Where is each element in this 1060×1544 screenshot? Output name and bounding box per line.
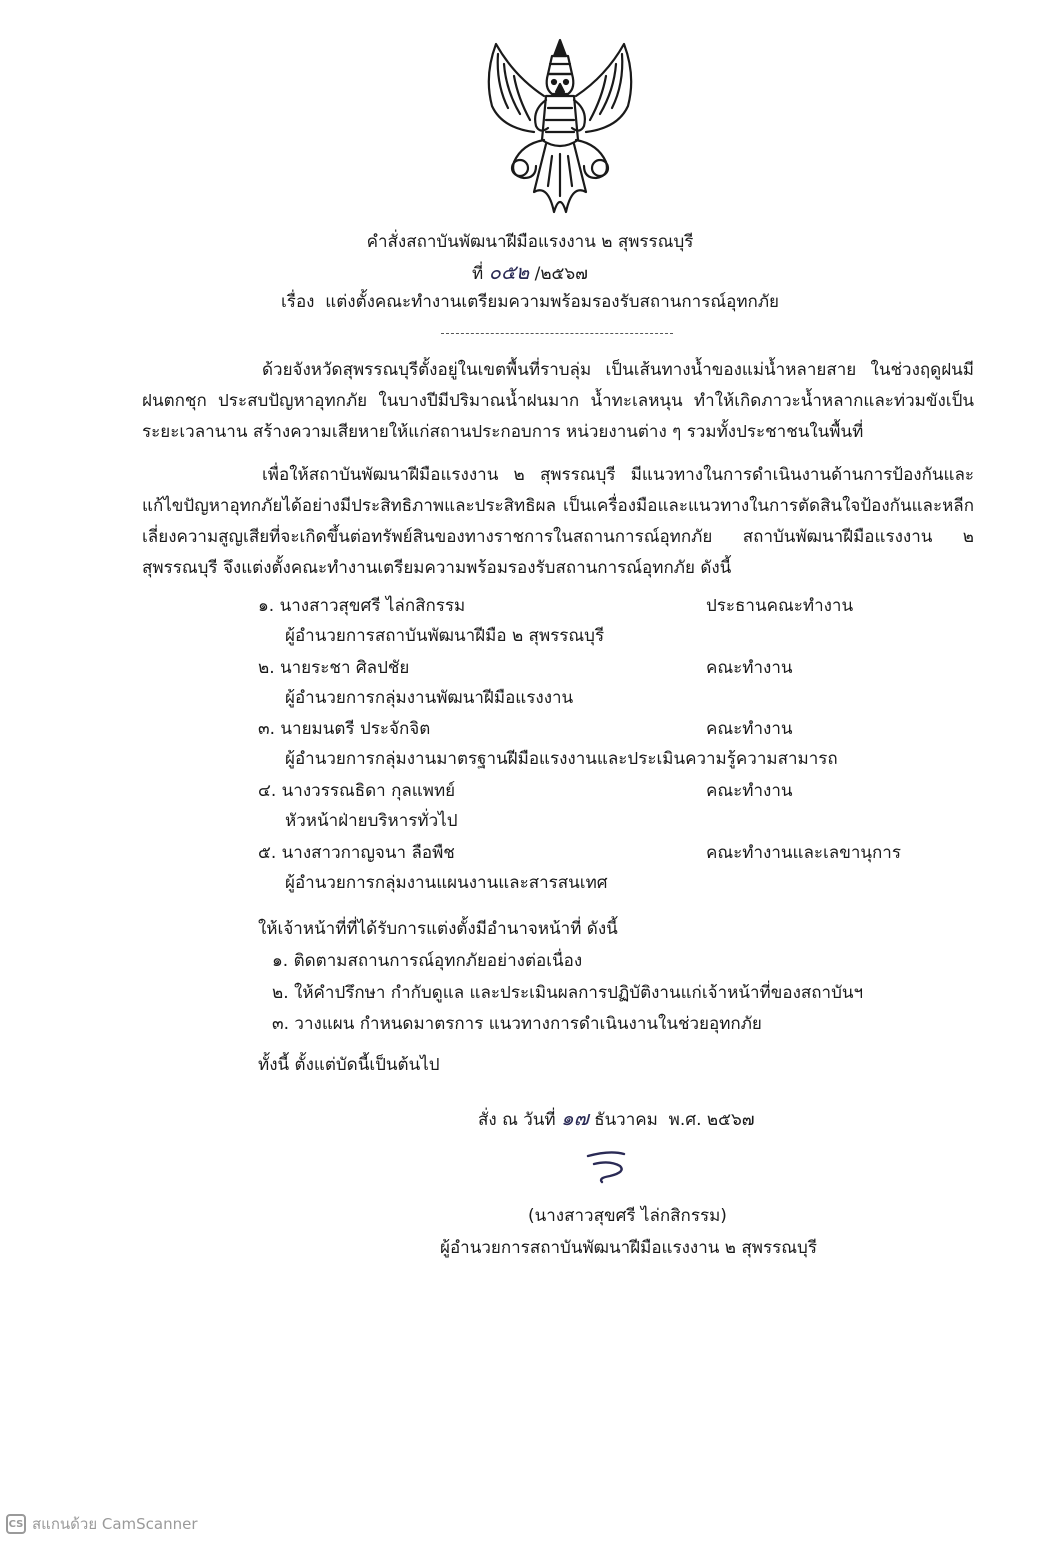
member-role: คณะทำงาน	[706, 658, 793, 678]
paragraph-background: ด้วยจังหวัดสุพรรณบุรีตั้งอยู่ในเขตพื้นที่ราบลุ่ม เป็นเส้นทางน้ำของแม่น้ำหลายสาย ในช่วงฤดูฝนมีฝนตกชุก ประสบปัญหาอุทกภัย ในบางปีมีปริมาณน้ำฝนมาก น้ำทะเลหนุน ทำให้เกิดภาวะน้ำหลากและท่วมขังเป็นระยะเวลานาน สร้างความเสียหายให้แก่สถานประกอบการ หน่วยงานต่าง ๆ รวมทั้งประชาชนในพื้นที่	[142, 360, 974, 442]
duty-item: ๒. ให้คำปรึกษา กำกับดูแล และประเมินผลการปฏิบัติงานแก่เจ้าหน้าที่ของสถาบันฯ	[272, 983, 864, 1003]
member-role: ประธานคณะทำงาน	[706, 596, 854, 616]
subject-label: เรื่อง	[281, 292, 315, 312]
member-role: คณะทำงานและเลขานุการ	[706, 843, 901, 863]
member-name: ๒. นายระชา ศิลปชัย	[258, 658, 410, 678]
subject-text: แต่งตั้งคณะทำงานเตรียมความพร้อมรองรับสถานการณ์อุทกภัย	[325, 292, 779, 312]
order-date-prefix: สั่ง ณ วันที่	[478, 1110, 556, 1130]
duty-item: ๓. วางแผน กำหนดมาตรการ แนวทางการดำเนินงานในช่วยอุทกภัย	[272, 1014, 762, 1034]
member-role: คณะทำงาน	[706, 719, 793, 739]
duty-item: ๑. ติดตามสถานการณ์อุทกภัยอย่างต่อเนื่อง	[272, 951, 583, 971]
duties-intro: ให้เจ้าหน้าที่ที่ได้รับการแต่งตั้งมีอำนาจหน้าที่ ดังนี้	[258, 919, 618, 939]
member-position: ผู้อำนวยการกลุ่มงานมาตรฐานฝีมือแรงงานและประเมินความรู้ความสามารถ	[285, 749, 838, 769]
signature-mark-icon	[580, 1146, 640, 1186]
member-position: ผู้อำนวยการสถาบันพัฒนาฝีมือ ๒ สุพรรณบุรี	[285, 626, 605, 646]
member-name: ๑. นางสาวสุขศรี ไล่กสิกรรม	[258, 596, 466, 616]
effective-statement: ทั้งนี้ ตั้งแต่บัดนี้เป็นต้นไป	[258, 1055, 440, 1075]
order-subject-line	[0, 290, 1060, 314]
member-name: ๔. นางวรรณธิดา กุลแพทย์	[258, 781, 456, 801]
order-number-value: ๐๕๒	[488, 260, 530, 284]
member-position: หัวหน้าฝ่ายบริหารทั่วไป	[285, 811, 458, 831]
order-date-month: ธันวาคม	[594, 1110, 658, 1130]
order-title: คำสั่งสถาบันพัฒนาฝีมือแรงงาน ๒ สุพรรณบุรี	[366, 232, 694, 252]
header-divider	[441, 333, 673, 334]
member-role: คณะทำงาน	[706, 781, 793, 801]
order-date-year: พ.ศ. ๒๕๖๗	[668, 1110, 755, 1130]
order-number-line	[0, 260, 1060, 286]
signatory-title: ผู้อำนวยการสถาบันพัฒนาฝีมือแรงงาน ๒ สุพรรณบุรี	[440, 1238, 817, 1258]
order-number-prefix: ที่	[472, 264, 484, 284]
order-date	[478, 1106, 755, 1132]
member-name: ๓. นายมนตรี ประจักจิต	[258, 719, 431, 739]
order-number-suffix: /๒๕๖๗	[534, 264, 588, 284]
signatory-name: (นางสาวสุขศรี ไล่กสิกรรม)	[528, 1206, 727, 1226]
member-position: ผู้อำนวยการกลุ่มงานพัฒนาฝีมือแรงงาน	[285, 688, 574, 708]
member-position: ผู้อำนวยการกลุ่มงานแผนงานและสารสนเทศ	[285, 873, 608, 893]
garuda-emblem-icon	[474, 36, 646, 218]
camscanner-logo-icon: CS	[6, 1514, 26, 1534]
order-date-day: ๑๗	[561, 1106, 589, 1130]
paragraph-purpose: เพื่อให้สถาบันพัฒนาฝีมือแรงงาน ๒ สุพรรณบุรี มีแนวทางในการดำเนินงานด้านการป้องกันและแก้ไขปัญหาอุทกภัยได้อย่างมีประสิทธิภาพและประสิทธิผล เป็นเครื่องมือและแนวทางในการตัดสินใจป้องกันและหลีกเลี่ยงความสูญเสียที่จะเกิดขึ้นต่อทรัพย์สินของทางราชการในสถานการณ์อุทกภัย สถาบันพัฒนาฝีมือแรงงาน ๒ สุพรรณบุรี จึงแต่งตั้งคณะทำงานเตรียมความพร้อมรองรับสถานการณ์อุทกภัย ดังนี้	[142, 465, 974, 578]
member-name: ๕. นางสาวกาญจนา ลือพืช	[258, 843, 455, 863]
camscanner-watermark	[6, 1512, 198, 1536]
camscanner-text: สแกนด้วย CamScanner	[32, 1515, 198, 1533]
